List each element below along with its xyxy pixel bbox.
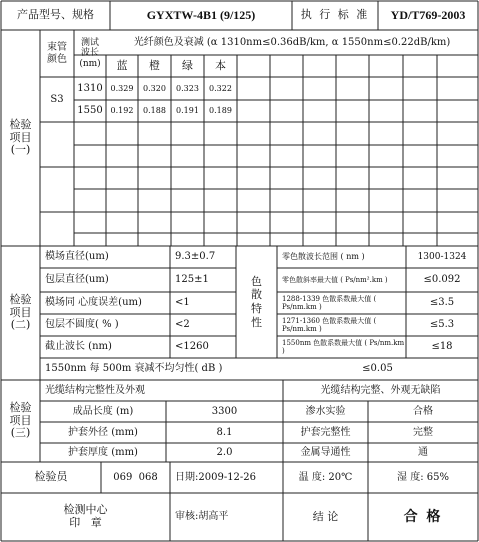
atten-cell: 0.191 (176, 106, 199, 116)
dispersion-1550-label: 1550nm 色散系数最大值 ( Ps/nm.km ) (282, 338, 405, 355)
structure-value: 光缆结构完整、外观无缺陷 (320, 384, 441, 396)
zero-dispersion-slope-label: 零色散斜率最大值 ( Ps/nm².km ) (282, 275, 388, 284)
color-green: 绿 (182, 58, 193, 72)
dispersion-1271-value: ≤5.3 (429, 319, 455, 331)
zero-dispersion-range-label: 零色散波长范围 ( nm ) (282, 252, 365, 262)
cable-length-value: 3300 (211, 405, 238, 417)
atten-cell: 0.323 (176, 83, 199, 93)
cutoff-wavelength-label: 截止波长 (nm) (45, 341, 112, 353)
inspector-label: 检验员 (34, 470, 68, 484)
noncircularity-value: <2 (175, 319, 190, 331)
conclusion-value: 合 格 (403, 508, 443, 525)
sheath-integrity-value: 完整 (413, 426, 433, 438)
color-orange: 橙 (149, 58, 160, 72)
wavelength-1550: 1550 (77, 105, 103, 117)
dispersion-1271-label: 1271-1360 色散系数最大值 ( Ps/nm.km ) (282, 316, 377, 333)
sheath-integrity-label: 护套完整性 (300, 426, 351, 438)
inspection-date: 日期:2009-12-26 (175, 471, 257, 483)
product-label: 产品型号、规格 (17, 8, 94, 22)
atten-cell: 0.329 (110, 83, 134, 93)
cutoff-wavelength-value: <1260 (175, 341, 209, 353)
reviewer: 审核:胡高平 (175, 511, 229, 523)
atten-cell: 0.192 (110, 106, 134, 116)
structure-label: 光缆结构完整性及外观 (45, 384, 145, 396)
standard-value: YD/T769-2003 (390, 7, 466, 22)
water-test-value: 合格 (413, 405, 433, 417)
conclusion-label: 结 论 (312, 509, 339, 523)
dispersion-label: 色散特性 (251, 274, 262, 329)
humidity: 湿 度: 65% (397, 471, 449, 483)
cladding-diameter-value: 125±1 (175, 274, 209, 286)
concentricity-label: 模场同 心度误差(um) (45, 297, 142, 309)
section3-side-label: 检验 项目 (三) (9, 401, 32, 440)
color-blue: 蓝 (116, 58, 128, 72)
atten-cell: 0.322 (209, 83, 232, 93)
tube-color-label: 束管颜色 (47, 42, 67, 65)
attenuation-title: 光纤颜色及衰减 (α 1310nm≤0.36dB/km, α 1550nm≤0.22dB/km) (133, 36, 451, 48)
section2-side-label: 检验 项目 (二) (9, 293, 32, 332)
wavelength-label: 测试波长(nm) (79, 37, 101, 69)
tube-value: S3 (50, 93, 64, 105)
sheath-diameter-value: 8.1 (216, 426, 233, 438)
wavelength-1310: 1310 (77, 82, 103, 94)
sheath-thickness-value: 2.0 (216, 446, 233, 458)
atten-cell: 0.189 (209, 106, 232, 116)
center-seal-label: 检测中心 印 章 (63, 503, 108, 529)
temperature: 温 度: 20℃ (298, 471, 353, 483)
atten-cell: 0.188 (143, 106, 166, 116)
cable-length-label: 成品长度 (m) (72, 405, 134, 417)
standard-label: 执 行 标 准 (300, 8, 370, 22)
mode-field-diameter-value: 9.3±0.7 (175, 251, 216, 263)
section1-side-label: 检验 项目 (一) (9, 118, 32, 157)
sheath-diameter-label: 护套外径 (mm) (68, 426, 138, 438)
color-natural: 本 (215, 58, 226, 72)
dispersion-1288-value: ≤3.5 (429, 297, 455, 309)
uniformity-label: 1550nm 每 500m 衰减不均匀性( dB ) (45, 363, 223, 375)
noncircularity-label: 包层不圆度( % ) (45, 319, 119, 331)
atten-cell: 0.320 (143, 83, 166, 93)
metal-continuity-value: 通 (418, 446, 428, 458)
cladding-diameter-label: 包层直径(um) (45, 274, 109, 286)
concentricity-value: <1 (175, 297, 190, 309)
sheath-thickness-label: 护套厚度 (mm) (68, 446, 138, 458)
uniformity-value: ≤0.05 (362, 363, 393, 375)
inspector-value: 069 068 (113, 471, 158, 483)
mode-field-diameter-label: 模场直径(um) (45, 251, 109, 263)
metal-continuity-label: 金属导通性 (300, 446, 351, 458)
product-value: GYXTW-4B1 (9/125) (146, 7, 256, 22)
water-test-label: 渗水实验 (305, 405, 346, 417)
zero-dispersion-slope-value: ≤0.092 (423, 274, 461, 286)
zero-dispersion-range-value: 1300-1324 (417, 251, 467, 262)
dispersion-1550-value: ≤18 (431, 341, 453, 353)
dispersion-1288-label: 1288-1339 色散系数最大值 ( Ps/nm.km ) (282, 294, 377, 311)
